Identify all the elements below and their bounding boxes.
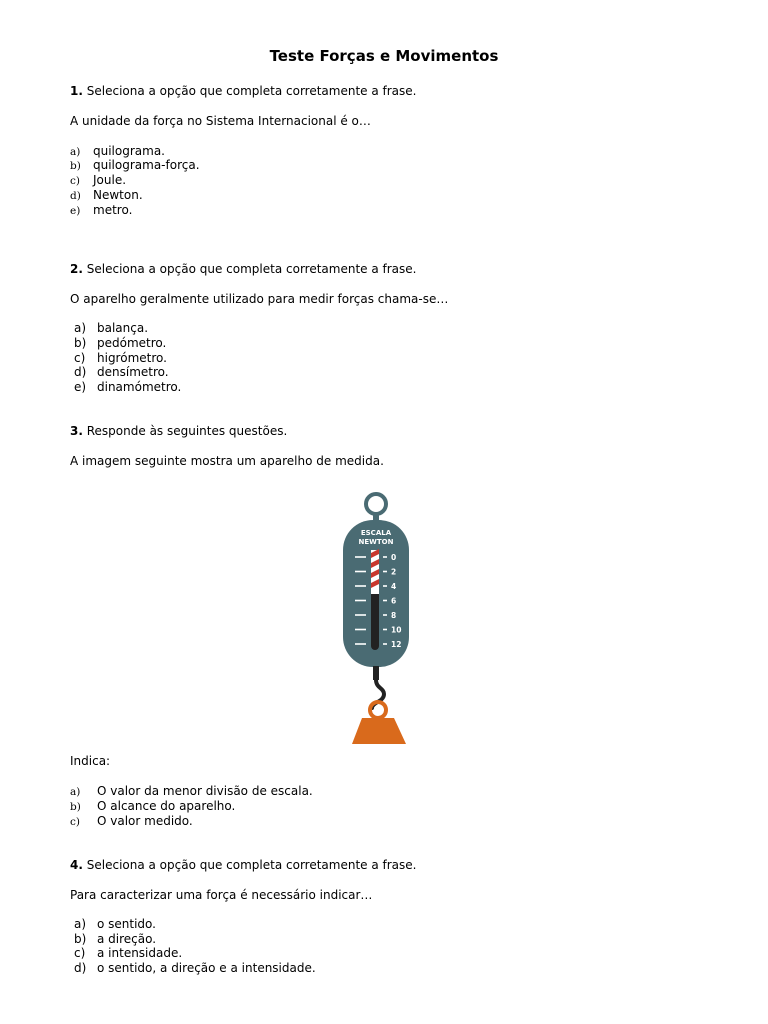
option-text: Newton.	[93, 188, 143, 202]
tick-label: 8	[391, 611, 397, 620]
list-item	[74, 961, 316, 975]
list-item	[70, 814, 193, 828]
dynamometer-illustration	[338, 490, 430, 748]
option-letter: d)	[74, 365, 87, 379]
option-letter: d)	[74, 961, 87, 975]
option-letter: c)	[74, 946, 86, 960]
option-text: O valor medido.	[97, 814, 193, 828]
scale-label-line2: NEWTON	[358, 538, 394, 546]
list-item	[70, 173, 126, 187]
tick-label: 2	[391, 567, 397, 577]
option-letter: b)	[74, 336, 87, 350]
list-item	[74, 932, 156, 946]
question-number: 1.	[70, 84, 83, 98]
question-instruction-text: Seleciona a opção que completa corretamente a frase.	[86, 84, 417, 98]
question-3-stem: A imagem seguinte mostra um aparelho de medida.	[70, 454, 384, 468]
option-text: a direção.	[97, 932, 157, 946]
question-number: 3.	[70, 424, 83, 438]
option-text: quilograma.	[93, 144, 165, 158]
question-instruction-text: Responde às seguintes questões.	[86, 424, 288, 438]
list-item	[70, 784, 313, 798]
tick-label: 10	[391, 625, 402, 635]
option-letter: b)	[70, 160, 81, 172]
option-letter: d)	[70, 190, 81, 202]
list-item	[70, 188, 143, 202]
option-letter: b)	[70, 801, 81, 813]
list-item	[74, 365, 169, 379]
list-item	[70, 158, 200, 172]
question-number: 2.	[70, 262, 83, 276]
option-letter: a)	[74, 321, 87, 335]
option-letter: b)	[74, 932, 87, 946]
question-4-stem: Para caracterizar uma força é necessário indicar…	[70, 888, 373, 902]
option-text: a intensidade.	[97, 946, 183, 960]
option-letter: a)	[70, 786, 81, 798]
question-instruction-text: Seleciona a opção que completa corretamente a frase.	[86, 858, 417, 872]
list-item	[74, 946, 182, 960]
option-letter: a)	[74, 917, 87, 931]
question-2-instruction	[70, 262, 417, 276]
option-letter: e)	[70, 205, 81, 217]
list-item	[70, 203, 132, 217]
question-3-prompt: Indica:	[70, 754, 111, 768]
question-2-stem: O aparelho geralmente utilizado para medir forças chama-se…	[70, 292, 449, 306]
list-item	[74, 380, 181, 394]
question-instruction-text: Seleciona a opção que completa corretamente a frase.	[86, 262, 417, 276]
option-letter: e)	[74, 380, 87, 394]
question-number: 4.	[70, 858, 83, 872]
option-text: o sentido.	[97, 917, 156, 931]
list-item	[74, 321, 148, 335]
tick-label: 4	[391, 582, 397, 591]
top-ring-icon	[366, 494, 386, 514]
option-text: pedómetro.	[97, 336, 167, 350]
tick-label: 6	[391, 596, 397, 606]
page-title: Teste Forças e Movimentos	[269, 47, 499, 65]
option-text: metro.	[93, 203, 133, 217]
list-item	[74, 917, 156, 931]
option-text: balança.	[97, 321, 149, 335]
list-item	[70, 144, 165, 158]
option-letter: a)	[70, 146, 81, 158]
hook-stem	[373, 666, 379, 680]
option-letter: c)	[70, 816, 80, 828]
option-text: o sentido, a direção e a intensidade.	[97, 961, 316, 975]
option-text: densímetro.	[97, 365, 169, 379]
tick-label: 12	[391, 640, 402, 649]
tick-label: 0	[391, 553, 397, 562]
option-letter: c)	[70, 175, 80, 187]
option-text: O alcance do aparelho.	[97, 799, 236, 813]
list-item	[74, 336, 166, 350]
weight-block	[352, 718, 406, 744]
option-text: quilograma-força.	[93, 158, 200, 172]
weight-ring-icon	[370, 702, 386, 718]
list-item	[70, 799, 235, 813]
option-text: dinamómetro.	[97, 380, 182, 394]
top-connector	[373, 513, 379, 521]
list-item	[74, 351, 167, 365]
question-1-instruction	[70, 84, 417, 98]
question-1-stem: A unidade da força no Sistema Internacional é o…	[70, 114, 371, 128]
question-4-instruction	[70, 858, 417, 872]
option-text: Joule.	[93, 173, 127, 187]
scale-label-line1: ESCALA	[360, 529, 392, 537]
option-text: O valor da menor divisão de escala.	[97, 784, 313, 798]
option-letter: c)	[74, 351, 86, 365]
option-text: higrómetro.	[97, 351, 167, 365]
question-3-instruction	[70, 424, 287, 438]
